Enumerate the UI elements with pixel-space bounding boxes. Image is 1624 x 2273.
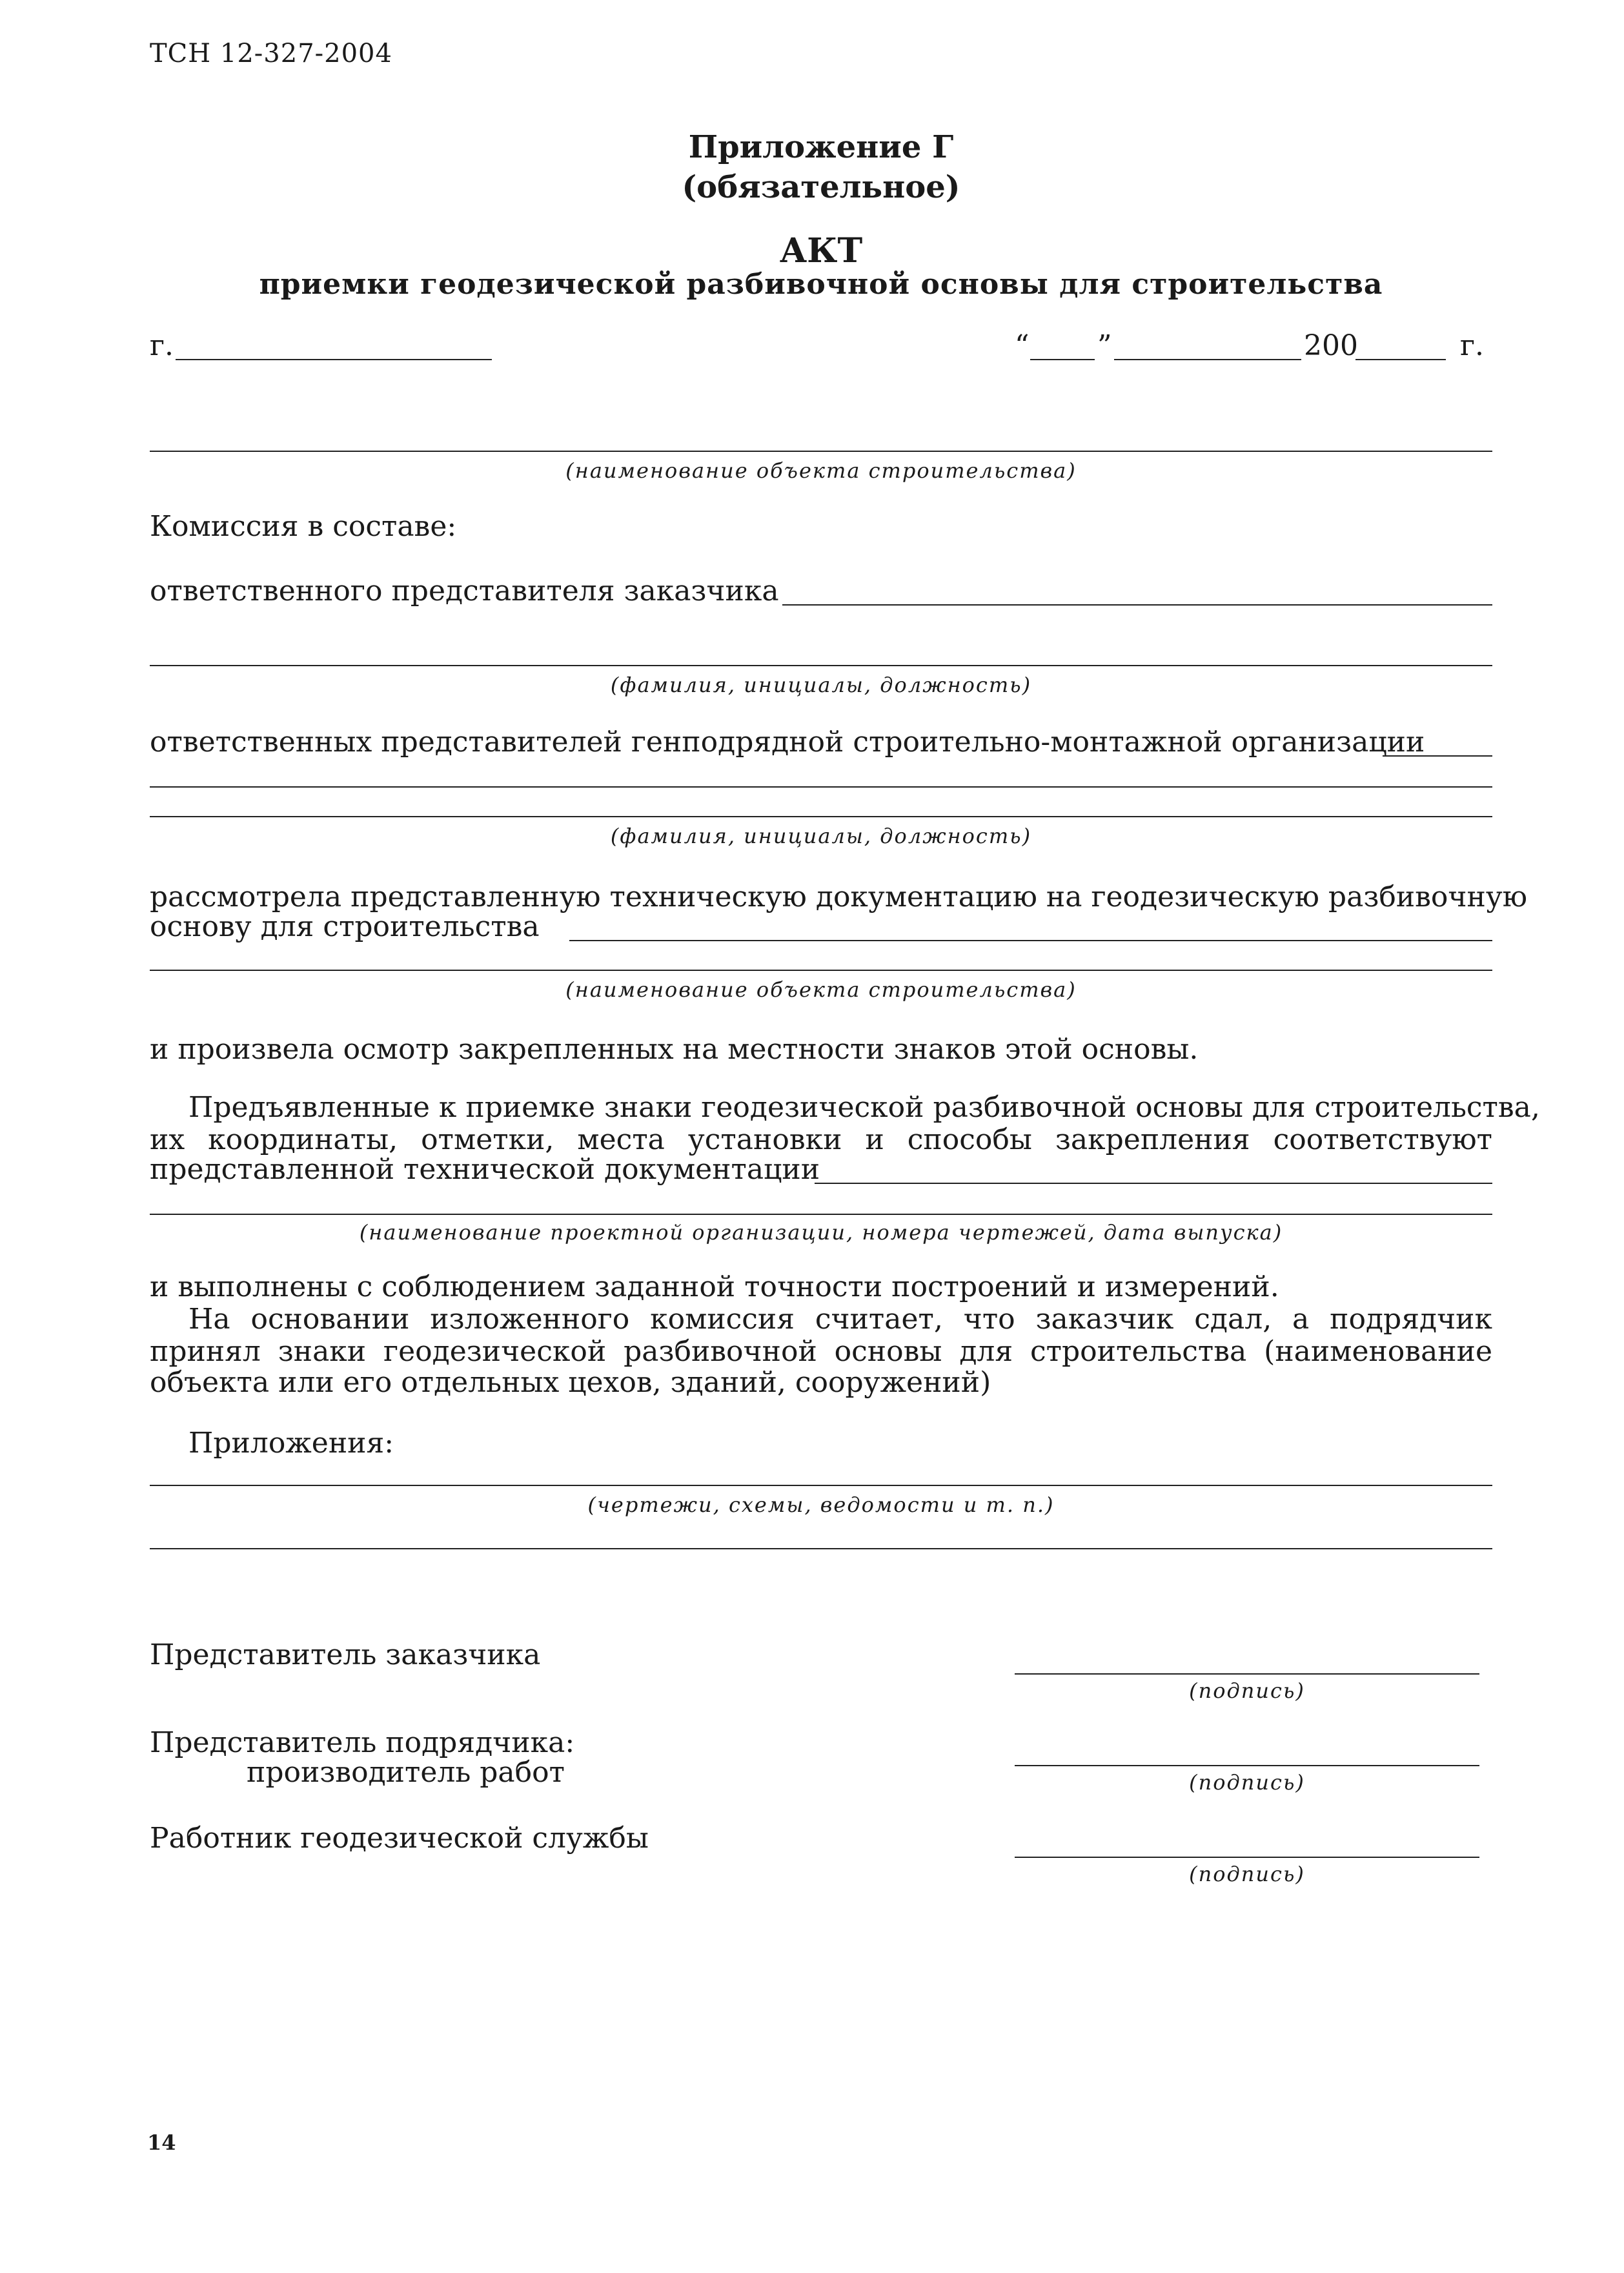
contractor-reps-label: ответственных представителей генподрядной строительно-монтажной организации [150, 726, 1425, 759]
year-suffix: г. [1460, 329, 1485, 362]
customer-rep-label: ответственного представителя заказчика [150, 575, 779, 607]
attachments-caption: (чертежи, схемы, ведомости и т. п.) [587, 1493, 1055, 1517]
month-blank-line [1114, 359, 1301, 360]
contractor-reps-blank-line [1383, 755, 1492, 757]
presented-blank-line [815, 1183, 1492, 1184]
commission-label: Комиссия в составе: [150, 510, 457, 543]
date-open-quote: “ [1015, 329, 1030, 362]
signature-contractor-line [1015, 1765, 1479, 1766]
act-title: АКТ [779, 231, 863, 270]
signature-customer-caption: (подпись) [1189, 1678, 1305, 1703]
customer-rep-blank-line [782, 604, 1492, 606]
date-close-quote: ” [1097, 329, 1112, 362]
year-prefix: 200 [1304, 329, 1358, 362]
city-prefix: г. [150, 329, 174, 362]
signature-geodesy-line [1015, 1857, 1479, 1858]
customer-rep-caption: (фамилия, инициалы, должность) [610, 673, 1032, 697]
signature-customer-label: Представитель заказчика [150, 1638, 541, 1671]
presented-text-line-2: их координаты, отметки, места установки и способы закрепления соответствуют [150, 1123, 1492, 1156]
project-org-caption: (наименование проектной организации, номера чертежей, дата выпуска) [359, 1220, 1283, 1245]
object-name-line-2 [150, 970, 1492, 971]
reviewed-text-line-1: рассмотрела представленную техническую документацию на геодезическую разбивочную [150, 881, 1528, 913]
presented-text-line-1: Предъявленные к приемке знаки геодезической разбивочной основы для строительства, [188, 1091, 1540, 1124]
reviewed-blank-line [569, 940, 1492, 941]
reviewed-text-line-2: основу для строительства [150, 910, 540, 943]
contractor-reps-line-3 [150, 816, 1492, 817]
signature-contractor-caption: (подпись) [1189, 1770, 1305, 1795]
page-number: 14 [147, 2130, 176, 2155]
object-name-line [150, 451, 1492, 452]
signature-geodesy-label: Работник геодезической службы [150, 1822, 649, 1855]
attachments-line-2 [150, 1548, 1492, 1549]
object-name-caption: (наименование объекта строительства) [565, 458, 1077, 483]
signature-customer-line [1015, 1673, 1479, 1675]
basis-text-line-2: принял знаки геодезической разбивочной основы для строительства (наименование [150, 1335, 1492, 1368]
appendix-status: (обязательное) [682, 169, 960, 205]
executed-text: и выполнены с соблюдением заданной точности построений и измерений. [150, 1270, 1279, 1303]
document-code: ТСН 12-327-2004 [150, 39, 392, 68]
presented-text-line-3: представленной технической документации [150, 1153, 820, 1186]
object-name-caption-2: (наименование объекта строительства) [565, 977, 1077, 1002]
appendix-title: Приложение Г [688, 129, 954, 165]
basis-text-line-3: объекта или его отдельных цехов, зданий, сооружений) [150, 1366, 991, 1399]
contractor-reps-line-2 [150, 786, 1492, 788]
inspection-text: и произвела осмотр закрепленных на местности знаков этой основы. [150, 1033, 1199, 1066]
customer-rep-line-2 [150, 665, 1492, 666]
day-blank-line [1030, 359, 1095, 360]
basis-text-line-1: На основании изложенного комиссия считает, что заказчик сдал, а подрядчик [188, 1303, 1492, 1336]
contractor-reps-caption: (фамилия, инициалы, должность) [610, 824, 1032, 848]
project-org-line [150, 1214, 1492, 1215]
signature-geodesy-caption: (подпись) [1189, 1862, 1305, 1886]
attachments-line-1 [150, 1485, 1492, 1486]
signature-works-manager-label: производитель работ [247, 1756, 565, 1789]
attachments-label: Приложения: [188, 1427, 394, 1460]
city-blank-line [176, 359, 492, 360]
signature-contractor-label: Представитель подрядчика: [150, 1726, 575, 1759]
year-blank-line [1355, 359, 1446, 360]
act-subtitle: приемки геодезической разбивочной основы для строительства [259, 268, 1383, 301]
